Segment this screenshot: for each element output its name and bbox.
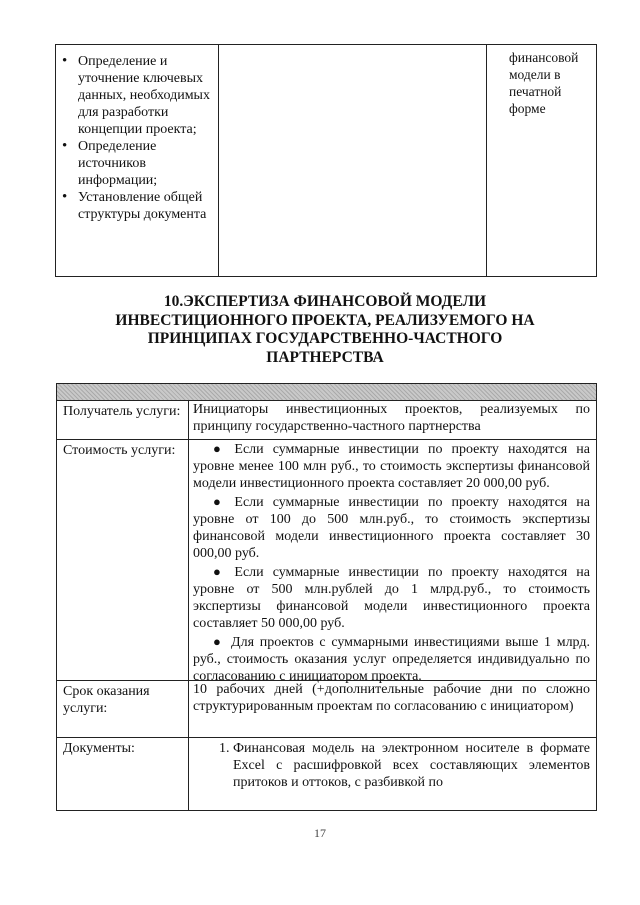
recipient-label: Получатель услуги: bbox=[57, 401, 189, 439]
term-value: 10 рабочих дней (+дополнительные рабочие дни по сложно структурированным проектам по согласованию с инициатором) bbox=[193, 682, 590, 714]
top-table-bullet-list bbox=[56, 45, 218, 223]
list-item: • Установление общей структуры документа bbox=[78, 189, 214, 223]
documents-value bbox=[193, 738, 590, 791]
cost-item: ● Если суммарные инвестиции по проекту находятся на уровне менее 100 млн руб., то стоимость экспертизы финансовой модели инвестиционного проекта составляет 20 000,00 руб. bbox=[193, 441, 590, 491]
recipient-value: Инициаторы инвестиционных проектов, реализуемых по принципу государственно-частного партнерства bbox=[193, 402, 590, 434]
heading-line: ПРИНЦИПАХ ГОСУДАРСТВЕННО-ЧАСТНОГО bbox=[147, 330, 503, 347]
documents-label: Документы: bbox=[57, 738, 189, 811]
cost-value bbox=[193, 440, 590, 685]
list-item: • Определение и уточнение ключевых данных, необходимых для разработки концепции проекта; bbox=[78, 53, 214, 138]
table-row-cost bbox=[57, 440, 596, 684]
table-header-shaded-row bbox=[57, 384, 596, 401]
list-item: • Определение источников информации; bbox=[78, 138, 214, 189]
service-table bbox=[56, 383, 597, 811]
documents-list bbox=[193, 738, 590, 791]
top-table-col-3 bbox=[487, 45, 596, 276]
cost-item: ● Для проектов с суммарными инвестициями выше 1 млрд. руб., стоимость оказания услуг определяется индивидуально по согласованию с инициатором проекта. bbox=[193, 634, 590, 684]
top-table-col-2 bbox=[219, 45, 487, 276]
cost-label: Стоимость услуги: bbox=[57, 440, 189, 680]
cost-item: ● Если суммарные инвестиции по проекту находятся на уровне от 100 до 500 млн.руб., то стоимость экспертизы финансовой модели инвестиционного проекта составляет 30 000,00 руб. bbox=[193, 494, 590, 561]
page-number: 17 bbox=[314, 826, 326, 840]
top-table-col-3-text: финансовой модели в печатной форме bbox=[509, 50, 579, 116]
table-row-documents bbox=[57, 738, 596, 811]
table-row-term bbox=[57, 681, 596, 738]
heading-line: ИНВЕСТИЦИОННОГО ПРОЕКТА, РЕАЛИЗУЕМОГО НА bbox=[115, 311, 535, 329]
cost-item: ● Если суммарные инвестиции по проекту находятся на уровне от 500 млн.рублей до 1 млрд.руб., то стоимость экспертизы финансовой модели инвестиционного проекта составляет 50 000,00 руб. bbox=[193, 564, 590, 631]
top-table-col-1 bbox=[56, 45, 219, 276]
table-row-recipient bbox=[57, 401, 596, 440]
section-heading bbox=[60, 293, 590, 367]
top-table bbox=[55, 44, 597, 277]
heading-line: ПАРТНЕРСТВА bbox=[266, 348, 384, 366]
term-label: Срок оказания услуги: bbox=[57, 681, 189, 737]
list-item: 1. Финансовая модель на электронном носителе в формате Excel с расшифровкой всех составляющих элементов притоков и оттоков, с разбивкой по bbox=[233, 740, 590, 791]
heading-line: 10.ЭКСПЕРТИЗА ФИНАНСОВОЙ МОДЕЛИ bbox=[163, 293, 487, 310]
